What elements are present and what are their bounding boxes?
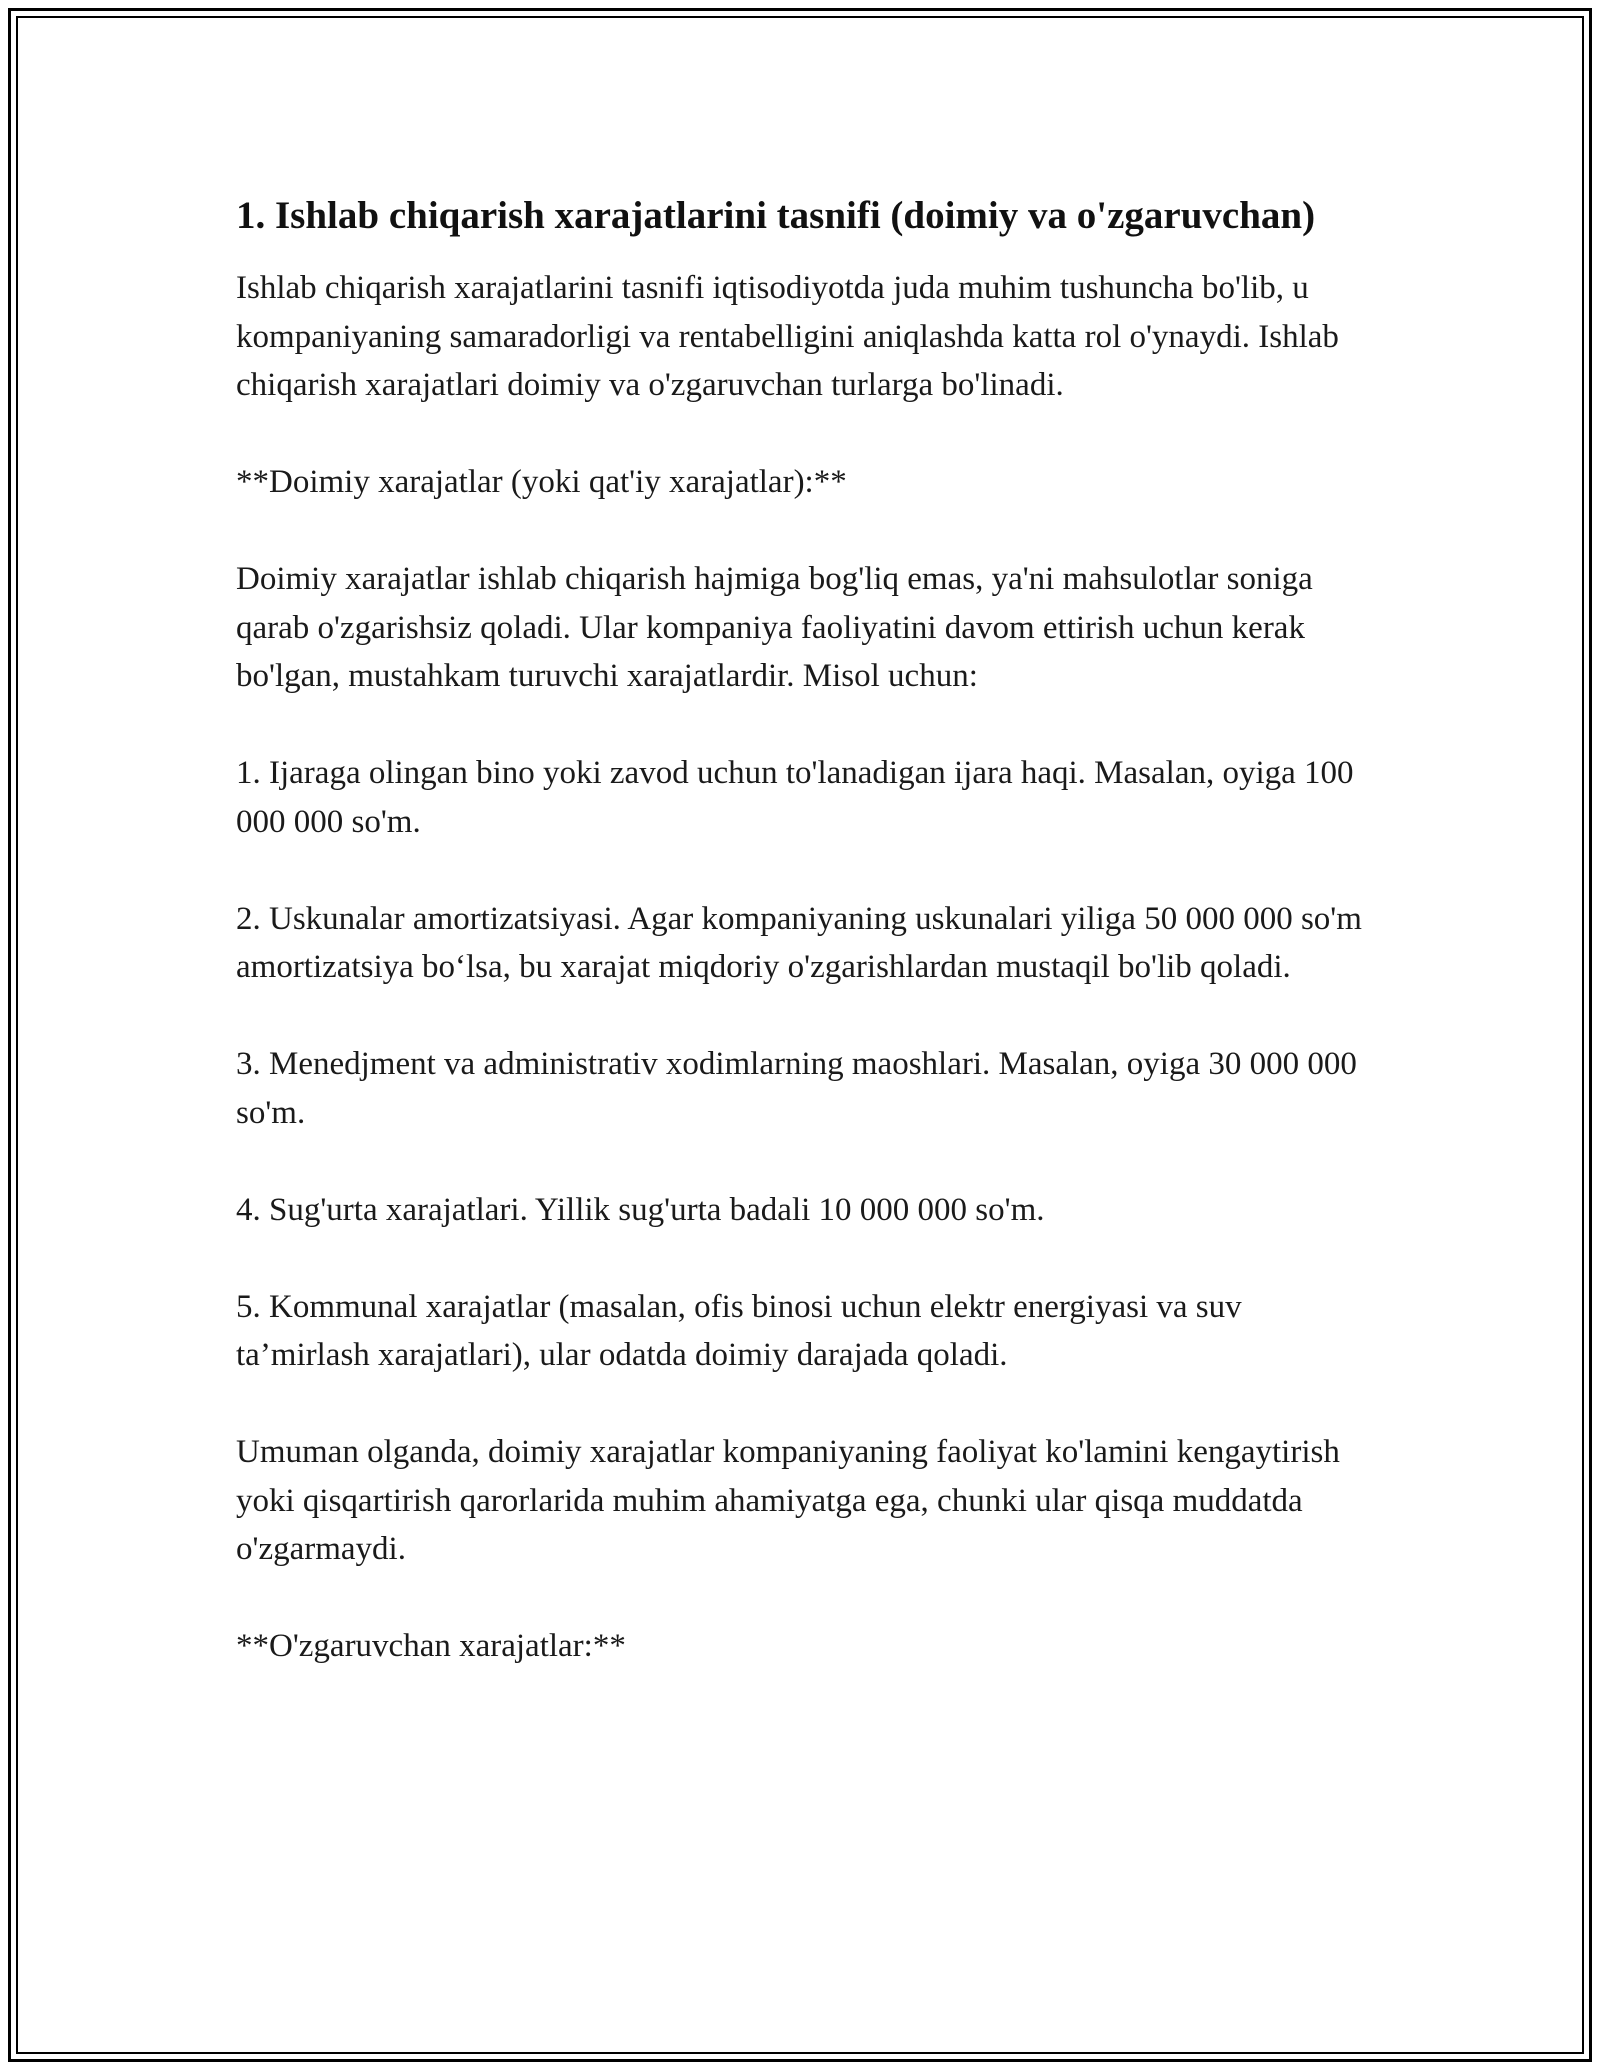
document-title: 1. Ishlab chiqarish xarajatlarini tasnifi (doimiy va o'zgaruvchan) [236,194,1316,237]
document-body [236,188,1366,1719]
list-item-salaries: 3. Menedjment va administrativ xodimlarning maoshlari. Masalan, oyiga 30 000 000 so'm. [236,1046,1357,1131]
list-item-rent: 1. Ijaraga olingan bino yoki zavod uchun to'lanadigan ijara haqi. Masalan, oyiga 100 000 000 so'm. [236,755,1354,840]
list-item-utilities: 5. Kommunal xarajatlar (masalan, ofis binosi uchun elektr energiyasi va suv ta’mirlash xarajatlari), ular odatda doimiy darajada qoladi. [236,1288,1242,1373]
intro-paragraph: Ishlab chiqarish xarajatlarini tasnifi iqtisodiyotda juda muhim tushuncha bo'lib, u kompaniyaning samaradorligi va rentabelligini aniqlashda katta rol o'ynaydi. Ishlab chiqarish xarajatlari doimiy va o'zgaruvchan turlarga bo'linadi. [236,270,1339,403]
fixed-costs-heading: **Doimiy xarajatlar (yoki qat'iy xarajatlar):** [236,464,847,500]
list-item-depreciation: 2. Uskunalar amortizatsiyasi. Agar kompaniyaning uskunalari yiliga 50 000 000 so'm amortizatsiya bo‘lsa, bu xarajat miqdoriy o'zgarishlardan mustaqil bo'lib qoladi. [236,900,1362,985]
list-item-insurance: 4. Sug'urta xarajatlari. Yillik sug'urta badali 10 000 000 so'm. [236,1191,1045,1228]
fixed-costs-description: Doimiy xarajatlar ishlab chiqarish hajmiga bog'liq emas, ya'ni mahsulotlar soniga qarab o'zgarishsiz qoladi. Ular kompaniya faoliyatini davom ettirish uchun kerak bo'lgan, mustahkam turuvchi xarajatlardir. Misol uchun: [236,561,1313,694]
summary-paragraph: Umuman olganda, doimiy xarajatlar kompaniyaning faoliyat ko'lamini kengaytirish yoki qisqartirish qarorlarida muhim ahamiyatga ega, chunki ular qisqa muddatda o'zgarmaydi. [236,1434,1340,1567]
variable-costs-heading: **O'zgaruvchan xarajatlar:** [236,1628,626,1664]
